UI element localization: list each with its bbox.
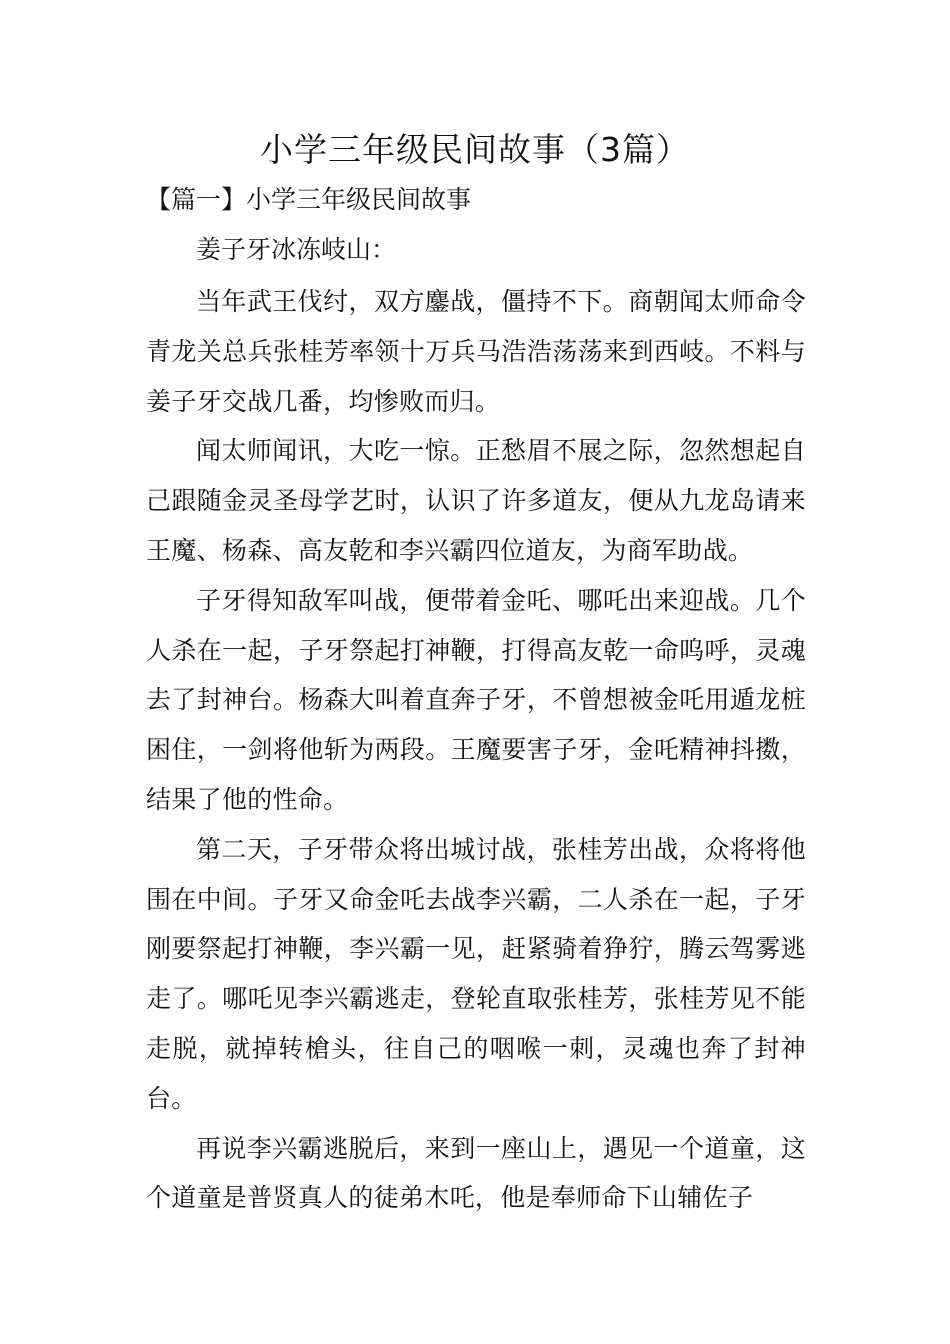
section-heading: 【篇一】小学三年级民间故事 (146, 185, 472, 214)
paragraph-1: 当年武王伐纣，双方鏖战，僵持不下。商朝闻太师命令青龙关总兵张桂芳率领十万兵马浩浩荡荡来到西岐。不料与姜子牙交战几番，均惨败而归。 (146, 287, 806, 416)
document-title: 小学三年级民间故事（3篇） (260, 130, 690, 169)
story-body (146, 277, 806, 1223)
paragraph-4: 第二天，子牙带众将出城讨战，张桂芳出战，众将将他围在中间。子牙又命金吒去战李兴霸，二人杀在一起，子牙刚要祭起打神鞭，李兴霸一见，赶紧骑着狰狞，腾云驾雾逃走了。哪吒见李兴霸逃走，登轮直取张桂芳，张桂芳见不能走脱，就掉转槍头，往自己的咽喉一刺，灵魂也奔了封神台。 (146, 834, 806, 1113)
paragraph-3: 子牙得知敌军叫战，便带着金吒、哪吒出来迎战。几个人杀在一起，子牙祭起打神鞭，打得高友乾一命呜呼，灵魂去了封神台。杨森大叫着直奔子牙，不曾想被金吒用遁龙桩困住，一剑将他斩为两段。王魔要害子牙，金吒精神抖擞，结果了他的性命。 (146, 585, 806, 814)
story-title: 姜子牙冰冻岐山： (196, 235, 397, 264)
paragraph-2: 闻太师闻讯，大吃一惊。正愁眉不展之际，忽然想起自己跟随金灵圣母学艺时，认识了许多道友，便从九龙岛请来王魔、杨森、高友乾和李兴霸四位道友，为商军助战。 (146, 436, 806, 565)
paragraph-5: 再说李兴霸逃脱后，来到一座山上，遇见一个道童，这个道童是普贤真人的徒弟木吒，他是奉师命下山辅佐子 (146, 1133, 806, 1213)
